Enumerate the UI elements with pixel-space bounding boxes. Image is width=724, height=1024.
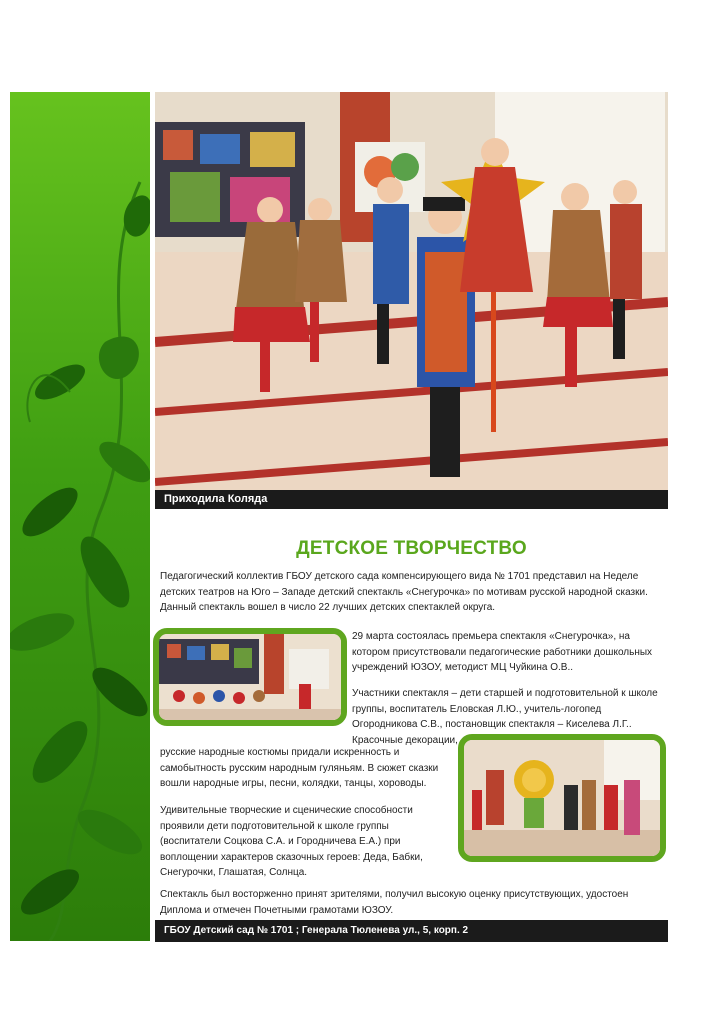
premiere-paragraph: 29 марта состоялась премьера спектакля «Снегурочка», на котором присутствовали педагогические работники дошкольных учреждений ЮЗОУ, методист МЦ Чуйкина О.В..	[352, 631, 653, 674]
decorative-sidebar	[10, 92, 150, 941]
abilities-paragraph: Удивительные творческие и сценические способности проявили дети подготовительной к школе группы (воспитатели Соцкова С.А. и Городничева Е.А.) при воплощении характеров сказочных героев: Деда, Бабки, Снегурочки, Глашатая, Солнца.	[160, 805, 423, 879]
play-scene-illustration-left	[159, 634, 341, 720]
play-scene-photo-right	[458, 734, 666, 862]
hero-photo-illustration	[155, 92, 668, 490]
costumes-paragraph: русские народные костюмы придали искренность и самобытность русским народным гуляньям. В сюжет сказки вошли народные игры, песни, колядки, танцы, хороводы.	[160, 747, 439, 790]
section-title: ДЕТСКОЕ ТВОРЧЕСТВО	[296, 538, 527, 559]
footer-address: ГБОУ Детский сад № 1701 ; Генерала Тюленева ул., 5, корп. 2	[155, 920, 668, 942]
vine-ornament	[10, 92, 150, 941]
conclusion-paragraph: Спектакль был восторженно принят зрителями, получил высокую оценку присутствующих, удостоен Диплома и отмечен Почетными грамотами ЮЗОУ.	[160, 889, 629, 916]
intro-paragraph: Педагогический коллектив ГБОУ детского сада компенсирующего вида № 1701 представил на Неделе детских театров на Юго – Западе детский спектакль «Снегурочка» по мотивам русской народной сказки. Данный спектакль вошел в число 22 лучших детских спектаклей округа.	[160, 571, 648, 614]
hero-photo	[155, 92, 668, 490]
play-scene-photo-left	[153, 628, 347, 726]
play-scene-illustration-right	[464, 740, 660, 856]
hero-caption: Приходила Коляда	[155, 490, 668, 509]
participants-paragraph: Участники спектакля – дети старшей и подготовительной к школе группы, воспитатель Еловская Л.Ю., учитель-логопед Огородникова С.В., постановщик спектакля – Киселева Л.Г.. Красочные декорации,	[352, 688, 658, 746]
